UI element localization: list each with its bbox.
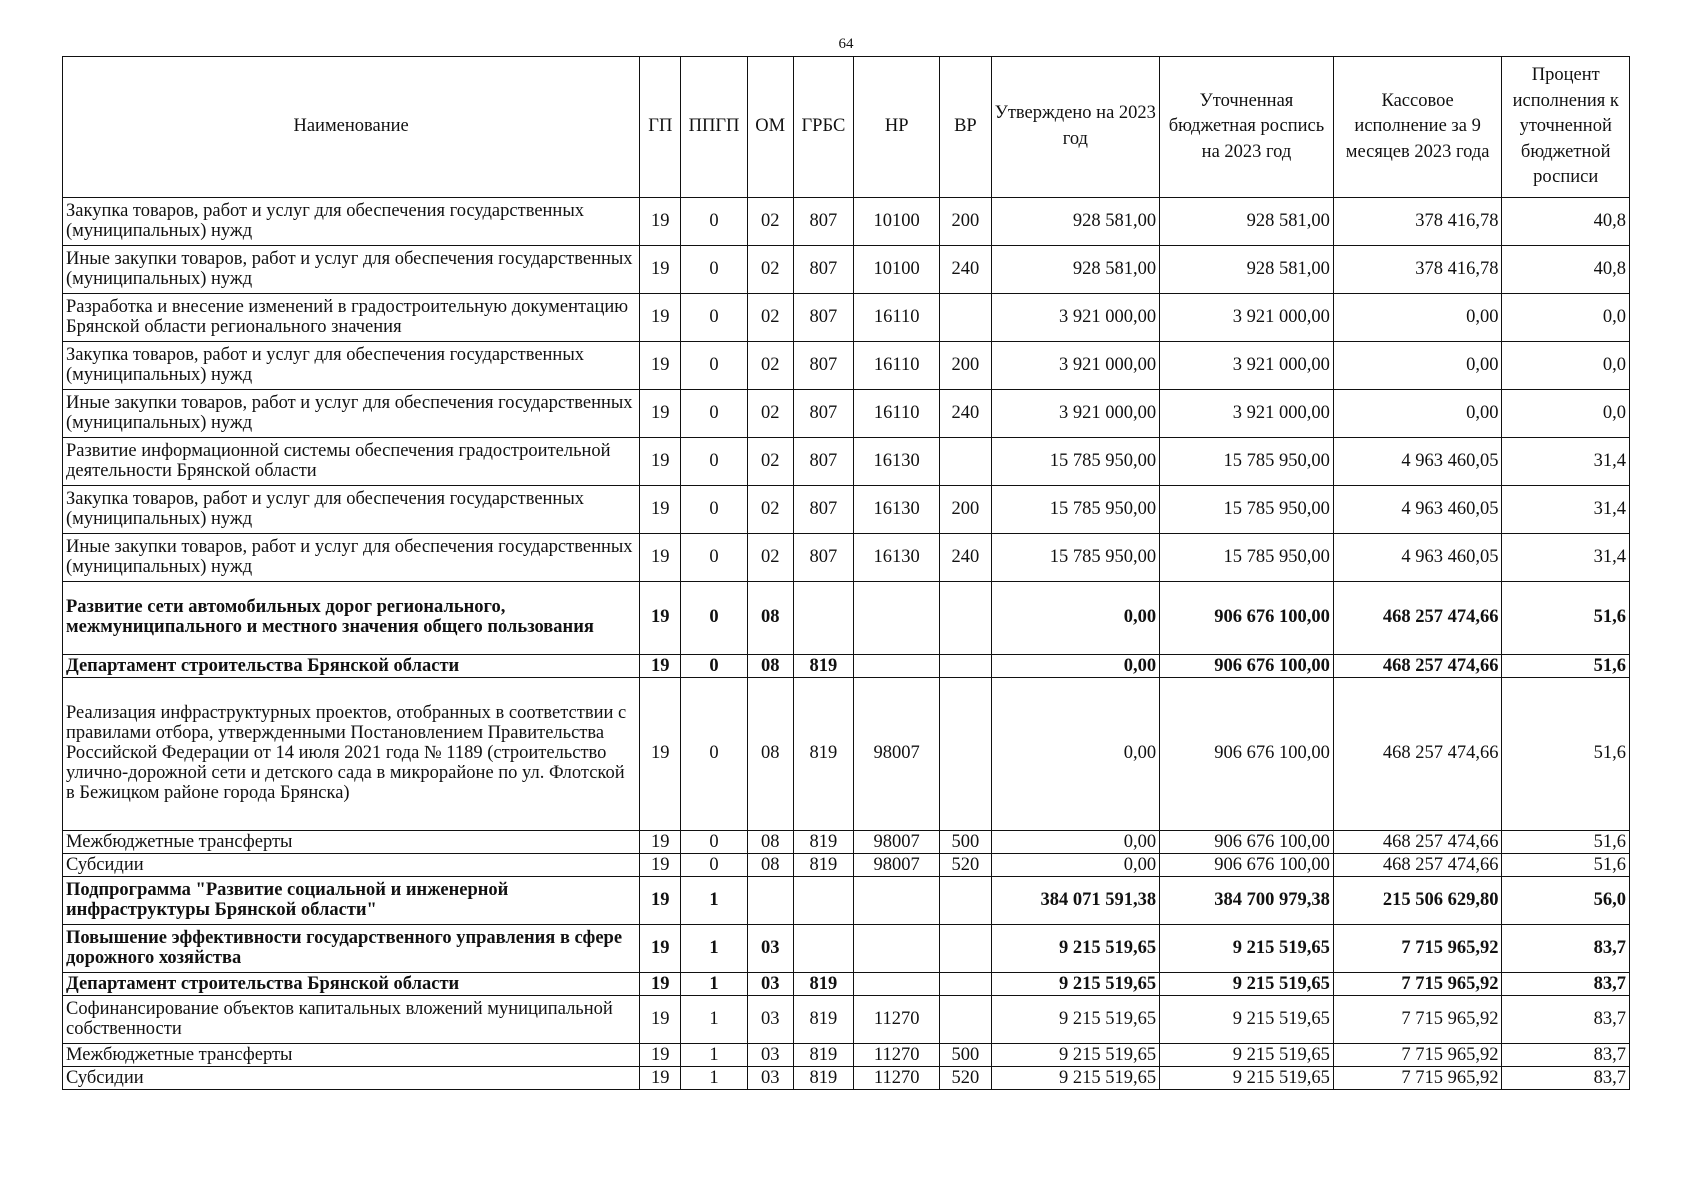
header-percent: Процент исполнения к уточненной бюджетной росписи — [1502, 57, 1630, 198]
cell-vr: 500 — [940, 831, 991, 854]
cell-om: 08 — [747, 854, 793, 877]
cell-om: 03 — [747, 1044, 793, 1067]
cell-grbs: 819 — [793, 1067, 853, 1090]
cell-refined: 928 581,00 — [1160, 246, 1334, 294]
cell-refined: 9 215 519,65 — [1160, 1067, 1334, 1090]
cell-vr — [940, 877, 991, 925]
table-row — [63, 438, 1630, 486]
cell-nr — [854, 877, 940, 925]
cell-gp: 19 — [640, 1044, 681, 1067]
cell-name: Межбюджетные трансферты — [63, 1044, 640, 1067]
cell-approved: 0,00 — [991, 678, 1160, 831]
table-row — [63, 877, 1630, 925]
cell-ppgp: 0 — [681, 854, 747, 877]
cell-approved: 0,00 — [991, 831, 1160, 854]
cell-refined: 928 581,00 — [1160, 198, 1334, 246]
cell-grbs: 819 — [793, 655, 853, 678]
cell-name: Департамент строительства Брянской области — [63, 973, 640, 996]
cell-approved: 9 215 519,65 — [991, 973, 1160, 996]
cell-cash: 7 715 965,92 — [1333, 996, 1502, 1044]
cell-grbs: 819 — [793, 854, 853, 877]
cell-nr — [854, 582, 940, 655]
table-row — [63, 655, 1630, 678]
cell-cash: 468 257 474,66 — [1333, 854, 1502, 877]
cell-percent: 83,7 — [1502, 925, 1630, 973]
cell-gp: 19 — [640, 534, 681, 582]
cell-percent: 83,7 — [1502, 1067, 1630, 1090]
cell-nr: 11270 — [854, 1067, 940, 1090]
cell-om: 02 — [747, 486, 793, 534]
cell-refined: 9 215 519,65 — [1160, 996, 1334, 1044]
cell-vr — [940, 438, 991, 486]
table-row — [63, 1044, 1630, 1067]
cell-gp: 19 — [640, 1067, 681, 1090]
cell-gp: 19 — [640, 438, 681, 486]
cell-name: Подпрограмма "Развитие социальной и инженерной инфраструктуры Брянской области" — [63, 877, 640, 925]
table-header-row — [63, 57, 1630, 198]
header-cash: Кассовое исполнение за 9 месяцев 2023 года — [1333, 57, 1502, 198]
cell-name: Закупка товаров, работ и услуг для обеспечения государственных (муниципальных) нужд — [63, 342, 640, 390]
cell-ppgp: 0 — [681, 438, 747, 486]
cell-refined: 3 921 000,00 — [1160, 342, 1334, 390]
cell-nr: 16130 — [854, 438, 940, 486]
cell-om: 02 — [747, 534, 793, 582]
cell-om: 02 — [747, 438, 793, 486]
cell-nr: 16130 — [854, 486, 940, 534]
cell-name: Субсидии — [63, 854, 640, 877]
cell-gp: 19 — [640, 854, 681, 877]
cell-grbs: 807 — [793, 198, 853, 246]
cell-nr: 16130 — [854, 534, 940, 582]
cell-cash: 4 963 460,05 — [1333, 486, 1502, 534]
cell-name: Закупка товаров, работ и услуг для обеспечения государственных (муниципальных) нужд — [63, 198, 640, 246]
cell-cash: 7 715 965,92 — [1333, 973, 1502, 996]
cell-cash: 468 257 474,66 — [1333, 582, 1502, 655]
cell-cash: 378 416,78 — [1333, 246, 1502, 294]
cell-gp: 19 — [640, 925, 681, 973]
cell-percent: 0,0 — [1502, 342, 1630, 390]
cell-name: Софинансирование объектов капитальных вложений муниципальной собственности — [63, 996, 640, 1044]
cell-gp: 19 — [640, 877, 681, 925]
cell-ppgp: 1 — [681, 877, 747, 925]
cell-om: 08 — [747, 831, 793, 854]
cell-om: 02 — [747, 342, 793, 390]
cell-gp: 19 — [640, 973, 681, 996]
cell-cash: 4 963 460,05 — [1333, 534, 1502, 582]
header-name: Наименование — [63, 57, 640, 198]
cell-nr: 98007 — [854, 831, 940, 854]
cell-refined: 906 676 100,00 — [1160, 678, 1334, 831]
cell-grbs: 807 — [793, 486, 853, 534]
cell-ppgp: 1 — [681, 1044, 747, 1067]
cell-vr: 240 — [940, 390, 991, 438]
cell-approved: 928 581,00 — [991, 198, 1160, 246]
cell-nr: 98007 — [854, 678, 940, 831]
cell-vr: 520 — [940, 854, 991, 877]
cell-percent: 83,7 — [1502, 996, 1630, 1044]
cell-nr — [854, 973, 940, 996]
cell-grbs: 819 — [793, 996, 853, 1044]
cell-approved: 15 785 950,00 — [991, 486, 1160, 534]
cell-ppgp: 0 — [681, 534, 747, 582]
cell-om: 03 — [747, 973, 793, 996]
cell-name: Закупка товаров, работ и услуг для обеспечения государственных (муниципальных) нужд — [63, 486, 640, 534]
header-gp: ГП — [640, 57, 681, 198]
cell-cash: 0,00 — [1333, 342, 1502, 390]
cell-cash: 468 257 474,66 — [1333, 831, 1502, 854]
cell-vr — [940, 294, 991, 342]
cell-gp: 19 — [640, 486, 681, 534]
table-row — [63, 534, 1630, 582]
cell-approved: 15 785 950,00 — [991, 438, 1160, 486]
cell-ppgp: 0 — [681, 678, 747, 831]
cell-percent: 51,6 — [1502, 678, 1630, 831]
cell-name: Межбюджетные трансферты — [63, 831, 640, 854]
cell-grbs: 819 — [793, 831, 853, 854]
cell-cash: 7 715 965,92 — [1333, 1044, 1502, 1067]
cell-approved: 15 785 950,00 — [991, 534, 1160, 582]
header-ppgp: ППГП — [681, 57, 747, 198]
cell-vr: 200 — [940, 486, 991, 534]
cell-gp: 19 — [640, 678, 681, 831]
cell-om: 02 — [747, 294, 793, 342]
table-row — [63, 831, 1630, 854]
cell-vr — [940, 973, 991, 996]
cell-refined: 9 215 519,65 — [1160, 925, 1334, 973]
cell-gp: 19 — [640, 831, 681, 854]
cell-gp: 19 — [640, 582, 681, 655]
cell-om: 02 — [747, 390, 793, 438]
cell-name: Разработка и внесение изменений в градостроительную документацию Брянской области регионального значения — [63, 294, 640, 342]
cell-name: Иные закупки товаров, работ и услуг для обеспечения государственных (муниципальных) нужд — [63, 534, 640, 582]
cell-percent: 0,0 — [1502, 390, 1630, 438]
cell-percent: 51,6 — [1502, 582, 1630, 655]
cell-ppgp: 0 — [681, 486, 747, 534]
cell-ppgp: 1 — [681, 1067, 747, 1090]
cell-grbs — [793, 925, 853, 973]
cell-name: Департамент строительства Брянской области — [63, 655, 640, 678]
cell-grbs: 819 — [793, 1044, 853, 1067]
cell-vr — [940, 925, 991, 973]
cell-om: 08 — [747, 678, 793, 831]
header-om: ОМ — [747, 57, 793, 198]
cell-vr: 500 — [940, 1044, 991, 1067]
cell-gp: 19 — [640, 390, 681, 438]
cell-vr — [940, 996, 991, 1044]
cell-percent: 31,4 — [1502, 534, 1630, 582]
cell-name: Развитие сети автомобильных дорог регионального, межмуниципального и местного значения общего пользования — [63, 582, 640, 655]
cell-cash: 0,00 — [1333, 390, 1502, 438]
cell-refined: 906 676 100,00 — [1160, 655, 1334, 678]
cell-nr — [854, 925, 940, 973]
cell-vr: 240 — [940, 246, 991, 294]
cell-gp: 19 — [640, 246, 681, 294]
cell-vr — [940, 582, 991, 655]
cell-approved: 9 215 519,65 — [991, 996, 1160, 1044]
cell-name: Реализация инфраструктурных проектов, отобранных в соответствии с правилами отбора, утвержденными Постановлением Правительства Российской Федерации от 14 июля 2021 года № 1189 (строительство улично-дорожной сети и детского сада в микрорайоне по ул. Флотской в Бежицком районе города Брянска) — [63, 678, 640, 831]
cell-cash: 7 715 965,92 — [1333, 1067, 1502, 1090]
cell-ppgp: 1 — [681, 925, 747, 973]
cell-om: 08 — [747, 655, 793, 678]
cell-percent: 40,8 — [1502, 246, 1630, 294]
cell-om: 03 — [747, 925, 793, 973]
cell-cash: 4 963 460,05 — [1333, 438, 1502, 486]
cell-grbs: 807 — [793, 390, 853, 438]
cell-percent: 83,7 — [1502, 973, 1630, 996]
cell-vr — [940, 678, 991, 831]
cell-ppgp: 0 — [681, 582, 747, 655]
cell-ppgp: 1 — [681, 996, 747, 1044]
cell-grbs: 807 — [793, 534, 853, 582]
cell-refined: 3 921 000,00 — [1160, 294, 1334, 342]
cell-refined: 9 215 519,65 — [1160, 973, 1334, 996]
cell-nr: 11270 — [854, 1044, 940, 1067]
table-row — [63, 996, 1630, 1044]
table-row — [63, 582, 1630, 655]
cell-ppgp: 0 — [681, 294, 747, 342]
cell-nr: 11270 — [854, 996, 940, 1044]
table-row — [63, 925, 1630, 973]
cell-refined: 15 785 950,00 — [1160, 438, 1334, 486]
cell-om: 08 — [747, 582, 793, 655]
table-row — [63, 854, 1630, 877]
cell-cash: 7 715 965,92 — [1333, 925, 1502, 973]
table-body — [63, 198, 1630, 1090]
cell-cash: 215 506 629,80 — [1333, 877, 1502, 925]
table-row — [63, 486, 1630, 534]
cell-vr: 200 — [940, 342, 991, 390]
cell-name: Повышение эффективности государственного управления в сфере дорожного хозяйства — [63, 925, 640, 973]
cell-refined: 906 676 100,00 — [1160, 831, 1334, 854]
cell-refined: 9 215 519,65 — [1160, 1044, 1334, 1067]
cell-nr: 16110 — [854, 390, 940, 438]
cell-om: 03 — [747, 1067, 793, 1090]
cell-approved: 928 581,00 — [991, 246, 1160, 294]
cell-ppgp: 0 — [681, 246, 747, 294]
cell-approved: 384 071 591,38 — [991, 877, 1160, 925]
cell-cash: 468 257 474,66 — [1333, 678, 1502, 831]
cell-om: 02 — [747, 246, 793, 294]
cell-name: Иные закупки товаров, работ и услуг для обеспечения государственных (муниципальных) нужд — [63, 390, 640, 438]
cell-percent: 51,6 — [1502, 854, 1630, 877]
header-nr: НР — [854, 57, 940, 198]
cell-ppgp: 0 — [681, 390, 747, 438]
cell-nr: 98007 — [854, 854, 940, 877]
cell-approved: 3 921 000,00 — [991, 390, 1160, 438]
cell-approved: 9 215 519,65 — [991, 1044, 1160, 1067]
cell-om: 03 — [747, 996, 793, 1044]
cell-refined: 15 785 950,00 — [1160, 486, 1334, 534]
cell-gp: 19 — [640, 294, 681, 342]
table-row — [63, 1067, 1630, 1090]
cell-approved: 0,00 — [991, 854, 1160, 877]
cell-percent: 51,6 — [1502, 831, 1630, 854]
cell-nr: 16110 — [854, 342, 940, 390]
cell-vr — [940, 655, 991, 678]
table-row — [63, 198, 1630, 246]
cell-ppgp: 0 — [681, 198, 747, 246]
cell-grbs: 819 — [793, 678, 853, 831]
cell-ppgp: 0 — [681, 831, 747, 854]
cell-cash: 378 416,78 — [1333, 198, 1502, 246]
header-grbs: ГРБС — [793, 57, 853, 198]
table-row — [63, 294, 1630, 342]
cell-nr: 16110 — [854, 294, 940, 342]
cell-percent: 56,0 — [1502, 877, 1630, 925]
cell-percent: 51,6 — [1502, 655, 1630, 678]
cell-vr: 240 — [940, 534, 991, 582]
cell-grbs: 807 — [793, 342, 853, 390]
header-refined: Уточненная бюджетная роспись на 2023 год — [1160, 57, 1334, 198]
cell-percent: 31,4 — [1502, 486, 1630, 534]
cell-approved: 0,00 — [991, 655, 1160, 678]
cell-gp: 19 — [640, 655, 681, 678]
cell-approved: 0,00 — [991, 582, 1160, 655]
cell-nr — [854, 655, 940, 678]
cell-om: 02 — [747, 198, 793, 246]
cell-gp: 19 — [640, 198, 681, 246]
cell-approved: 9 215 519,65 — [991, 925, 1160, 973]
cell-name: Субсидии — [63, 1067, 640, 1090]
cell-vr: 200 — [940, 198, 991, 246]
cell-cash: 0,00 — [1333, 294, 1502, 342]
cell-gp: 19 — [640, 996, 681, 1044]
table-row — [63, 678, 1630, 831]
cell-refined: 906 676 100,00 — [1160, 854, 1334, 877]
table-row — [63, 342, 1630, 390]
cell-refined: 15 785 950,00 — [1160, 534, 1334, 582]
cell-grbs: 819 — [793, 973, 853, 996]
cell-nr: 10100 — [854, 246, 940, 294]
cell-nr: 10100 — [854, 198, 940, 246]
cell-refined: 906 676 100,00 — [1160, 582, 1334, 655]
cell-grbs — [793, 582, 853, 655]
cell-approved: 9 215 519,65 — [991, 1067, 1160, 1090]
cell-grbs — [793, 877, 853, 925]
page-number: 64 — [838, 36, 854, 52]
cell-approved: 3 921 000,00 — [991, 342, 1160, 390]
cell-approved: 3 921 000,00 — [991, 294, 1160, 342]
budget-table — [62, 56, 1630, 1090]
cell-ppgp: 0 — [681, 342, 747, 390]
header-approved: Утверждено на 2023 год — [991, 57, 1160, 198]
cell-ppgp: 1 — [681, 973, 747, 996]
cell-percent: 83,7 — [1502, 1044, 1630, 1067]
cell-refined: 3 921 000,00 — [1160, 390, 1334, 438]
table-row — [63, 973, 1630, 996]
header-vr: ВР — [940, 57, 991, 198]
cell-ppgp: 0 — [681, 655, 747, 678]
table-row — [63, 390, 1630, 438]
cell-name: Развитие информационной системы обеспечения градостроительной деятельности Брянской области — [63, 438, 640, 486]
cell-name: Иные закупки товаров, работ и услуг для обеспечения государственных (муниципальных) нужд — [63, 246, 640, 294]
cell-om — [747, 877, 793, 925]
cell-gp: 19 — [640, 342, 681, 390]
cell-percent: 31,4 — [1502, 438, 1630, 486]
cell-grbs: 807 — [793, 246, 853, 294]
cell-cash: 468 257 474,66 — [1333, 655, 1502, 678]
cell-grbs: 807 — [793, 294, 853, 342]
cell-vr: 520 — [940, 1067, 991, 1090]
cell-percent: 40,8 — [1502, 198, 1630, 246]
cell-percent: 0,0 — [1502, 294, 1630, 342]
table-row — [63, 246, 1630, 294]
cell-refined: 384 700 979,38 — [1160, 877, 1334, 925]
cell-grbs: 807 — [793, 438, 853, 486]
